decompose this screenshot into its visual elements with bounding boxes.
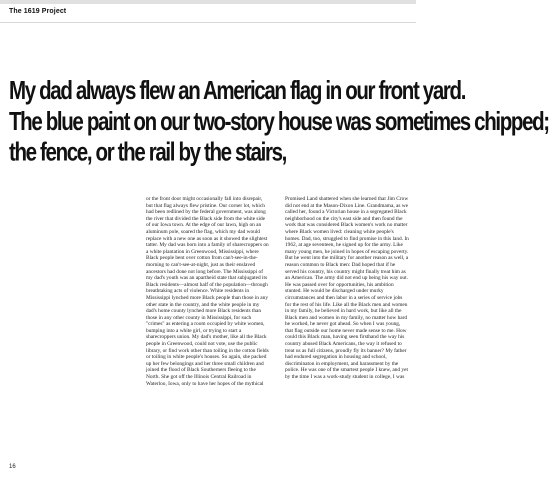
page-number: 16 xyxy=(9,464,16,470)
header-rule xyxy=(0,22,416,23)
headline-line-1: My dad always flew an American flag in our front yard. xyxy=(9,76,466,106)
top-bar xyxy=(0,0,416,4)
headline-line-2: The blue paint on our two-story house was sometimes chipped; xyxy=(9,106,549,137)
body-column-right xyxy=(285,196,409,381)
running-head: The 1619 Project xyxy=(9,8,67,15)
headline xyxy=(9,76,549,168)
headline-line-3: the fence, or the rail by the stairs, xyxy=(9,137,287,167)
body-text-left: or the front door might occasionally fall into disrepair, but that flag always flew pristine. Our corner lot, which had been redlined by the federal government, was along the river that divided the Black side from the white side of our Iowa town. At the edge of our lawn, high on an aluminum pole, soared the flag, which my dad would replace with a new one as soon as it showed the slightest tatter. My dad was born into a family of sharecroppers on a white plantation in Greenwood, Mississippi, where Black people bent over cotton from can't-see-in-the-morning to can't-see-at-night, just as their enslaved ancestors had done not long before. The Mississippi of my dad's youth was an apartheid state that subjugated its Black residents—almost half of the population—through breathtaking acts of violence. White residents in Mississippi lynched more Black people than those in any other state in the country, and the white people in my dad's home county lynched more Black residents than those in any other county in Mississippi, for such "crimes" as entering a room occupied by white women, bumping into a white girl, or trying to start a sharecroppers union. My dad's mother, like all the Black people in Greenwood, could not vote, use the public library, or find work other than toiling in the cotton fields or toiling in white people's houses. So again, she packed up her few belongings and her three small children and joined the flood of Black Southerners fleeing to the North. She got off the Illinois Central Railroad in Waterloo, Iowa, only to have her hopes of the mythical xyxy=(146,196,269,387)
body-text-right: Promised Land shattered when she learned that Jim Crow did not end at the Mason-Dixon Line. Grandmama, as we called her, found a Victorian house in a segregated Black neighborhood on the city's east side and then found the work that was considered Black women's work no matter where Black women lived: cleaning white people's homes. Dad, too, struggled to find promise in this land. In 1962, at age seventeen, he signed up for the army. Like many young men, he joined in hopes of escaping poverty. But he went into the military for another reason as well, a reason common to Black men: Dad hoped that if he served his country, his country might finally treat him as an American. The army did not end up being his way out. He was passed over for opportunities, his ambition stunted. He would be discharged under murky circumstances and then labor in a series of service jobs for the rest of his life. Like all the Black men and women in my family, he believed in hard work, but like all the Black men and women in my family, no matter how hard he worked, he never got ahead. So when I was young, that flag outside our home never made sense to me. How could this Black man, having seen firsthand the way his country abused Black Americans, the way it refused to treat us as full citizens, proudly fly its banner? My father had endured segregation in housing and school, discriminaton in employment, and harassment by the police. He was one of the smartest people I knew, and yet by the time I was a work-study student in college, I was xyxy=(285,196,409,381)
body-column-left xyxy=(146,196,270,387)
